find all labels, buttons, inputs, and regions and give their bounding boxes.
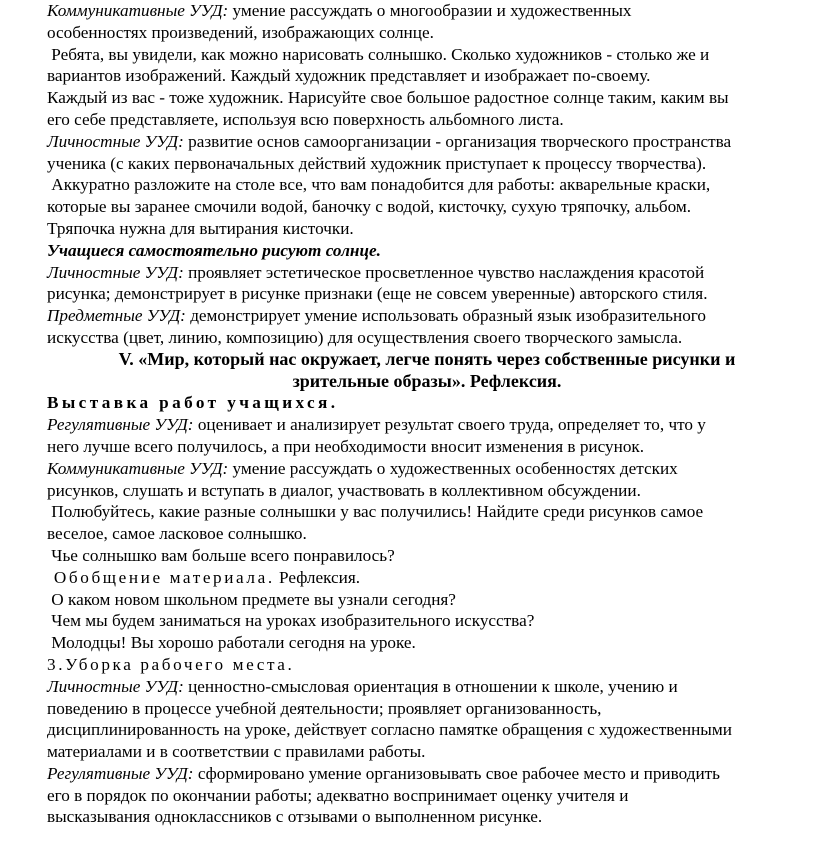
udd-label: Личностные УУД: — [47, 676, 184, 696]
udd-label: Личностные УУД: — [47, 262, 184, 282]
paragraph-regulatory-2 — [47, 763, 807, 785]
paragraph-personal-3 — [47, 676, 807, 698]
text-line: Аккуратно разложите на столе все, что вам понадобится для работы: акварельные краски, — [47, 175, 711, 195]
paragraph-regulatory-1 — [47, 414, 807, 436]
text-line: особенностях произведений, изображающих солнце. — [47, 22, 434, 42]
summary-heading — [47, 567, 807, 589]
udd-label: Коммуникативные УУД: — [47, 1, 229, 20]
udd-label: Регулятивные УУД: — [47, 763, 194, 783]
paragraph-subject — [47, 305, 807, 327]
text-line: Ребята, вы увидели, как можно нарисовать солнышко. Сколько художников - столько же и — [47, 44, 710, 64]
paragraph-communicative-1 — [47, 0, 807, 22]
text-line: него лучше всего получилось, а при необходимости вносит изменения в рисунок. — [47, 436, 645, 456]
text-line: умение рассуждать о многообразии и художественных — [228, 1, 632, 20]
text-line: Тряпочка нужна для вытирания кисточки. — [47, 218, 354, 238]
text-line: дисциплинированность на уроке, действует согласно памятке обращения с художественными — [47, 720, 732, 740]
text-line: рисунков, слушать и вступать в диалог, участвовать в коллективном обсуждении. — [47, 480, 641, 500]
question-line: Чем мы будем заниматься на уроках изобразительного искусства? — [47, 611, 535, 631]
text-line: которые вы заранее смочили водой, баночку с водой, кисточку, сухую тряпочку, альбом. — [47, 197, 692, 217]
paragraph-communicative-2 — [47, 458, 807, 480]
text-line: ученика (с каких первоначальных действий художник приступает к процессу творчества). — [47, 153, 707, 173]
section-heading: V. «Мир, который нас окружает, легче понять через собственные рисунки и — [118, 348, 736, 369]
text-line: материалами и в соответствии с правилами работы. — [47, 742, 426, 762]
text-line: демонстрирует умение использовать образный язык изобразительного — [185, 306, 707, 326]
text-line: Полюбуйтесь, какие разные солнышки у вас получились! Найдите среди рисунков самое — [47, 502, 704, 522]
text-line: Каждый из вас - тоже художник. Нарисуйте свое большое радостное солнце таким, каким вы — [47, 88, 729, 108]
exhibition-heading: Выставка работ учащихся. — [47, 393, 339, 413]
paragraph-personal-2 — [47, 262, 807, 284]
text-line: Молодцы! Вы хорошо работали сегодня на уроке. — [47, 633, 416, 653]
summary-spaced: Обобщение материала. — [47, 567, 275, 587]
cleanup-heading: 3.Уборка рабочего места. — [47, 654, 295, 674]
text-line: искусства (цвет, линию, композицию) для осуществления своего творческого замысла. — [47, 327, 683, 347]
text-line: рисунка; демонстрирует в рисунке признаки (еще не совсем уверенные) авторского стиля. — [47, 284, 708, 304]
text-line: сформировано умение организовывать свое рабочее место и приводить — [193, 763, 720, 783]
text-line: его в порядок по окончании работы; адекватно воспринимает оценку учителя и — [47, 785, 629, 805]
text-line: его себе представляете, используя всю поверхность альбомного листа. — [47, 109, 564, 129]
students-draw-line: Учащиеся самостоятельно рисуют солнце. — [47, 240, 381, 260]
text-line: оценивает и анализирует результат своего труда, определяет то, что у — [193, 415, 706, 435]
summary-rest: Рефлексия. — [274, 567, 361, 587]
paragraph-personal-1 — [47, 131, 807, 153]
text-line: проявляет эстетическое просветленное чувство наслаждения красотой — [183, 262, 705, 282]
text-line: веселое, самое ласковое солнышко. — [47, 524, 307, 544]
udd-label: Предметные УУД: — [47, 306, 186, 326]
section-heading-cont: зрительные образы». Рефлексия. — [292, 370, 562, 391]
document-body — [47, 0, 807, 828]
udd-label: Регулятивные УУД: — [47, 415, 194, 435]
text-line: поведению в процессе учебной деятельности; проявляет организованность, — [47, 698, 602, 718]
udd-label: Личностные УУД: — [47, 131, 184, 151]
text-line: вариантов изображений. Каждый художник представляет и изображает по-своему. — [47, 66, 651, 86]
text-line: развитие основ самоорганизации - организация творческого пространства — [183, 131, 732, 151]
text-line: высказывания одноклассников с отзывами о выполненном рисунке. — [47, 807, 543, 827]
udd-label: Коммуникативные УУД: — [47, 458, 229, 478]
text-line: умение рассуждать о художественных особенностях детских — [228, 458, 678, 478]
question-line: О каком новом школьном предмете вы узнали сегодня? — [47, 589, 456, 609]
text-line: Чье солнышко вам больше всего понравилось? — [47, 545, 395, 565]
text-line: ценностно-смысловая ориентация в отношении к школе, учению и — [183, 676, 678, 696]
